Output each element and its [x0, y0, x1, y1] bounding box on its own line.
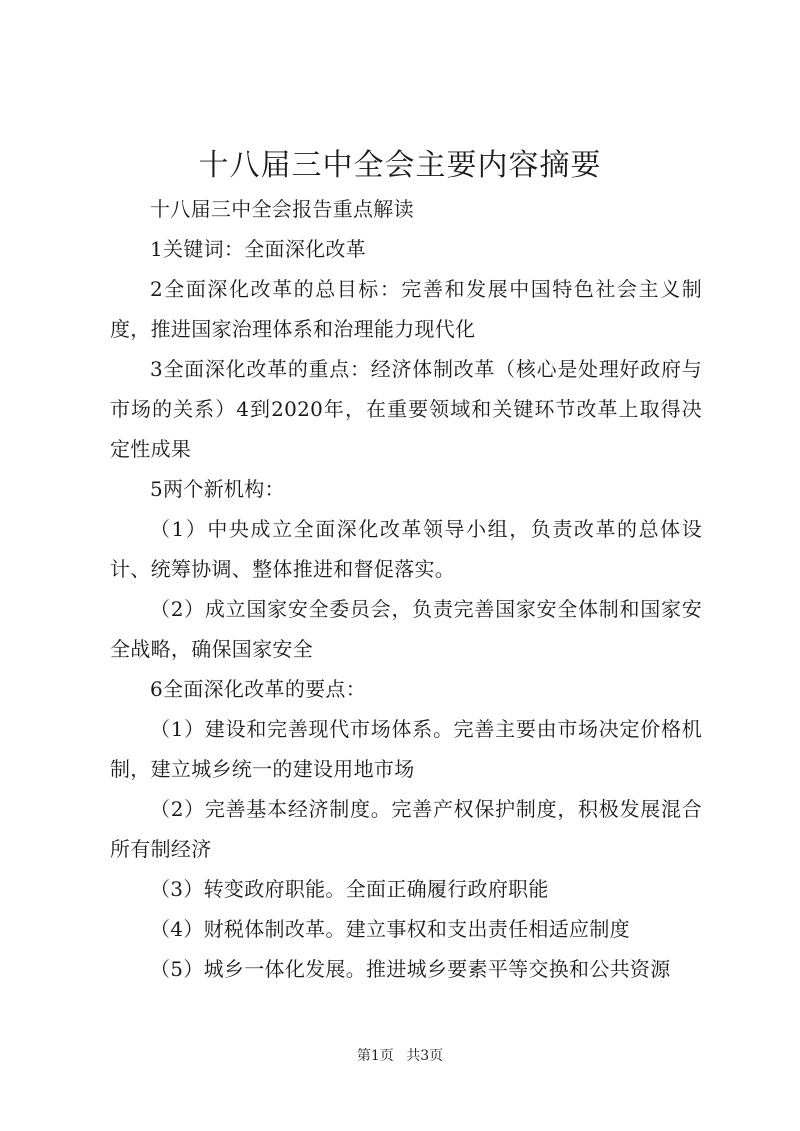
paragraph: 2全面深化改革的总目标：完善和发展中国特色社会主义制度，推进国家治理体系和治理能力现代化 — [110, 277, 702, 341]
paragraph: （1）中央成立全面深化改革领导小组，负责改革的总体设计、统筹协调、整体推进和督促落实。 — [110, 517, 702, 581]
paragraph: 十八届三中全会报告重点解读 — [150, 197, 414, 221]
paragraph: （5）城乡一体化发展。推进城乡要素平等交换和公共资源 — [150, 957, 671, 981]
page-footer — [0, 1045, 800, 1065]
page-title: 十八届三中全会主要内容摘要 — [198, 148, 602, 183]
paragraph: 3全面深化改革的重点：经济体制改革（核心是处理好政府与市场的关系）4到2020年，在重要领域和关键环节改革上取得决定性成果 — [110, 357, 702, 461]
paragraph: （2）成立国家安全委员会，负责完善国家安全体制和国家安全战略，确保国家安全 — [110, 597, 702, 661]
paragraph: 5两个新机构： — [150, 477, 285, 501]
paragraph: （1）建设和完善现代市场体系。完善主要由市场决定价格机制，建立城乡统一的建设用地市场 — [110, 717, 702, 781]
paragraph: （3）转变政府职能。全面正确履行政府职能 — [150, 877, 549, 901]
paragraph: 6全面深化改革的要点： — [150, 677, 367, 701]
paragraph: （2）完善基本经济制度。完善产权保护制度，积极发展混合所有制经济 — [110, 797, 702, 861]
document-body — [110, 189, 702, 989]
paragraph: 1关键词：全面深化改革 — [150, 237, 367, 261]
paragraph: （4）财税体制改革。建立事权和支出责任相适应制度 — [150, 917, 630, 941]
page-total: 共3页 — [406, 1048, 444, 1064]
page-number: 第1页 — [356, 1048, 394, 1064]
